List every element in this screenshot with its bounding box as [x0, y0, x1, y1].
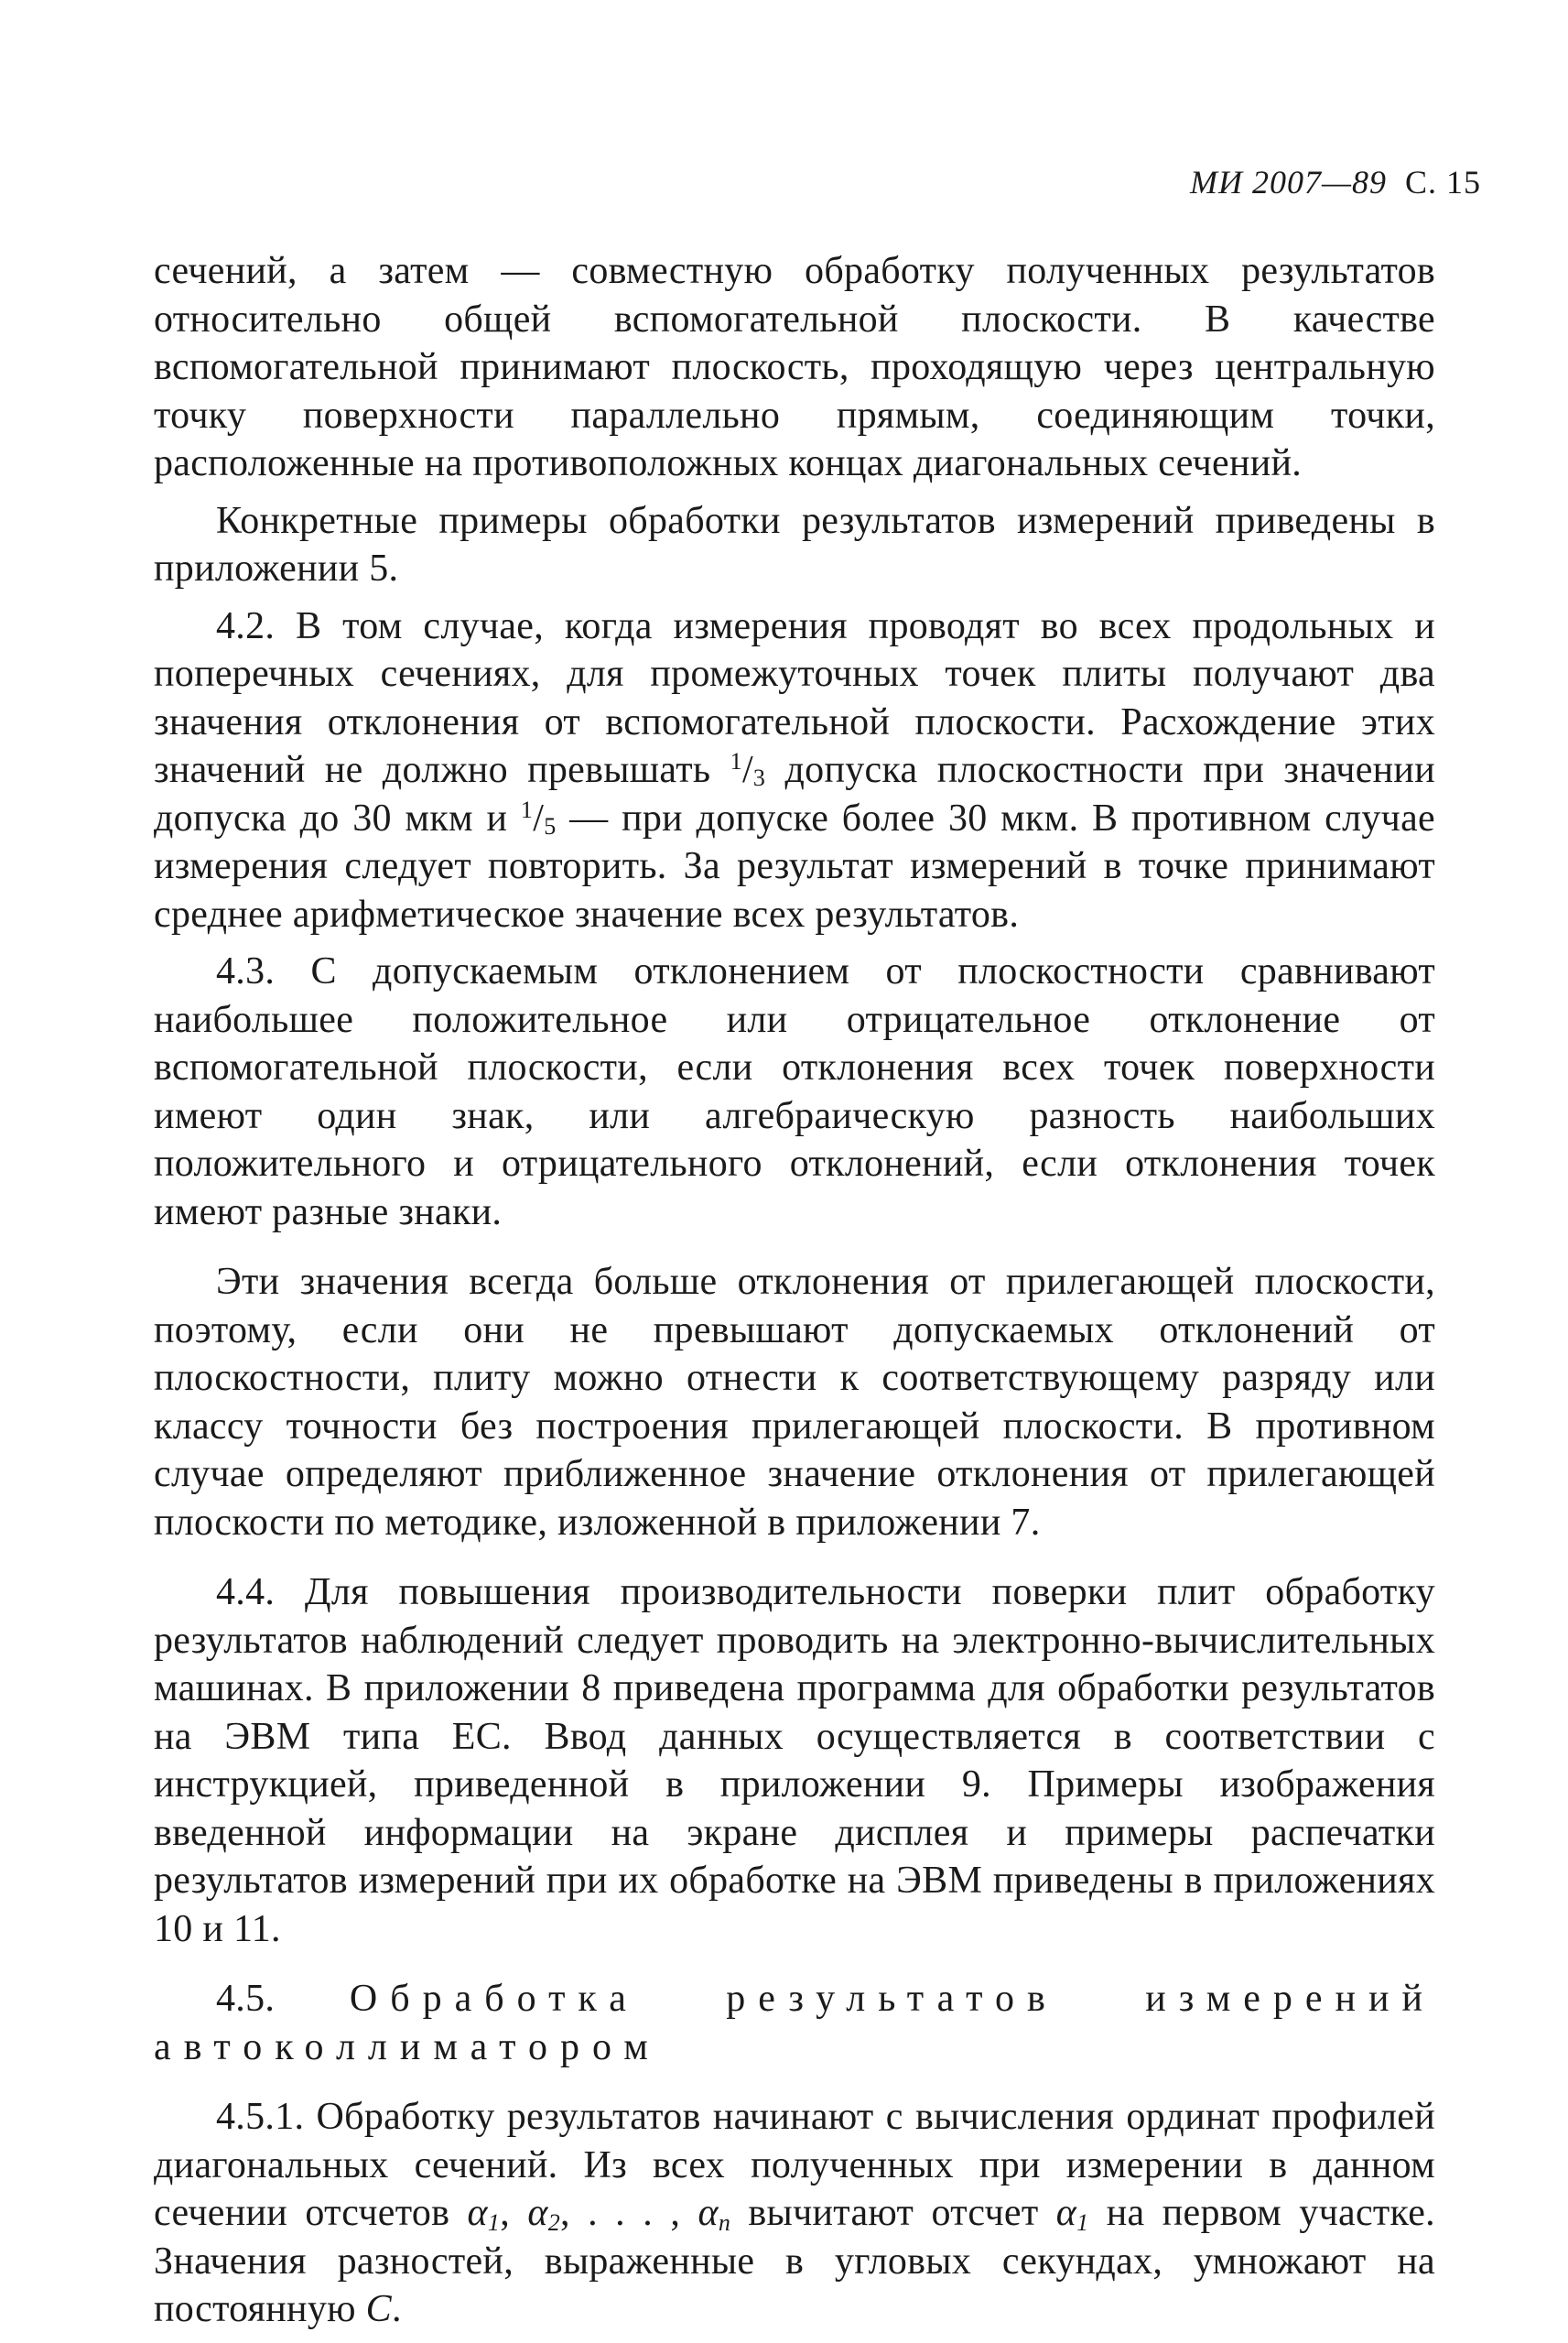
- paragraph-4-2-part-b: допуска плоскостности при значении допуска до 30 мкм и: [154, 749, 1435, 840]
- paragraph-4-5-1-part-a: 4.5.1. Обработку результатов начинают с вычисления ординат профилей диагональных сечений. Из всех полученных при измерении в данном сечении отсчетов: [154, 2096, 1435, 2234]
- alpha-1-subtract: $\alpha_1$: [1055, 2192, 1089, 2236]
- section-number: 4.5.: [216, 1978, 276, 2020]
- paragraph-4-4: 4.4. Для повышения производительности поверки плит обработку результатов наблюдений следует проводить на электронно-вычислительных машинах. В приложении 8 приведена программа для обработки результатов на ЭВМ типа ЕС. Ввод данных осуществляется в соответствии с инструкцией, приведенной в приложении 9. Примеры изображения введенной информации на экране дисплея и примеры распечатки результатов измерений при их обработке на ЭВМ приведены в приложениях 10 и 11.: [154, 1571, 1435, 1950]
- alpha-1: $\alpha_1$: [467, 2192, 501, 2236]
- paragraph-4-5-1-part-c: на первом участке. Значения разностей, выраженные в угловых секундах, умножают на постоянную: [154, 2192, 1435, 2330]
- document-code: МИ 2007—89: [1189, 164, 1387, 201]
- paragraph-values-note: Эти значения всегда больше отклонения от прилегающей плоскости, поэтому, если они не превышают допускаемых отклонений от плоскостности, плиту можно отнести к соответствующему разряду или классу точности без построения прилегающей плоскости. В противном случае определяют приближенное значение отклонения от прилегающей плоскости по методике, изложенной в приложении 7.: [154, 1261, 1435, 1544]
- paragraph-continuation: сечений, а затем — совместную обработку полученных результатов относительно общей вспомогательной плоскости. В качестве вспомогательной принимают плоскость, проходящую через центральную точку поверхности параллельно прямым, соединяющим точки, расположенные на противоположных концах диагональных сечений.: [154, 250, 1435, 484]
- alpha-2: $\alpha_2$: [527, 2192, 560, 2236]
- paragraph-examples: Конкретные примеры обработки результатов измерений приведены в приложении 5.: [154, 499, 1435, 590]
- fraction-one-fifth: $^1/_5$: [520, 796, 557, 840]
- alpha-n: $\alpha_n$: [697, 2192, 731, 2236]
- paragraph-4-5-1-part-b: вычитают отсчет: [748, 2192, 1039, 2234]
- paragraph-4-2: [154, 602, 1435, 939]
- document-body: [154, 247, 1435, 2343]
- paragraph-4-2-part-a: 4.2. В том случае, когда измерения проводят во всех продольных и поперечных сечениях, для промежуточных точек плиты получают два значения отклонения от вспомогательной плоскости. Расхождение этих значений не должно превышать: [154, 604, 1435, 791]
- page-number: С. 15: [1404, 164, 1481, 201]
- constant-c: C: [365, 2288, 392, 2330]
- paragraph-4-5-1: 4.5.1. Обработку результатов начинают с вычисления ординат профилей диагональных сечений. Из всех полученных при измерении в данном сечении отсчетов $\alpha_1$, $\alpha_2$, . . . , $\alpha_n$ вычитают отсчет $\alpha_1$ на первом участке. Значения разностей, выраженные в угловых секундах, умножают на постоянную C.: [154, 2096, 1435, 2330]
- fraction-one-third: $^1/_3$: [730, 748, 766, 791]
- paragraph-4-3: 4.3. С допускаемым отклонением от плоскостности сравнивают наибольшее положительное или отрицательное отклонение от вспомогательной плоскости, если отклонения всех точек поверхности имеют один знак, или алгебраическую разность наибольших положительного и отрицательного отклонений, если отклонения точек имеют разные знаки.: [154, 950, 1435, 1233]
- paragraph-4-2-part-c: — при допуске более 30 мкм. В противном случае измерения следует повторить. За результат измерений в точке принимают среднее арифметическое значение всех результатов.: [154, 797, 1435, 936]
- section-title-4-5: [154, 1975, 1435, 2071]
- section-heading-text: Обработка результатов измерений автоколлиматором: [154, 1978, 1435, 2068]
- page-header: [1190, 163, 1481, 201]
